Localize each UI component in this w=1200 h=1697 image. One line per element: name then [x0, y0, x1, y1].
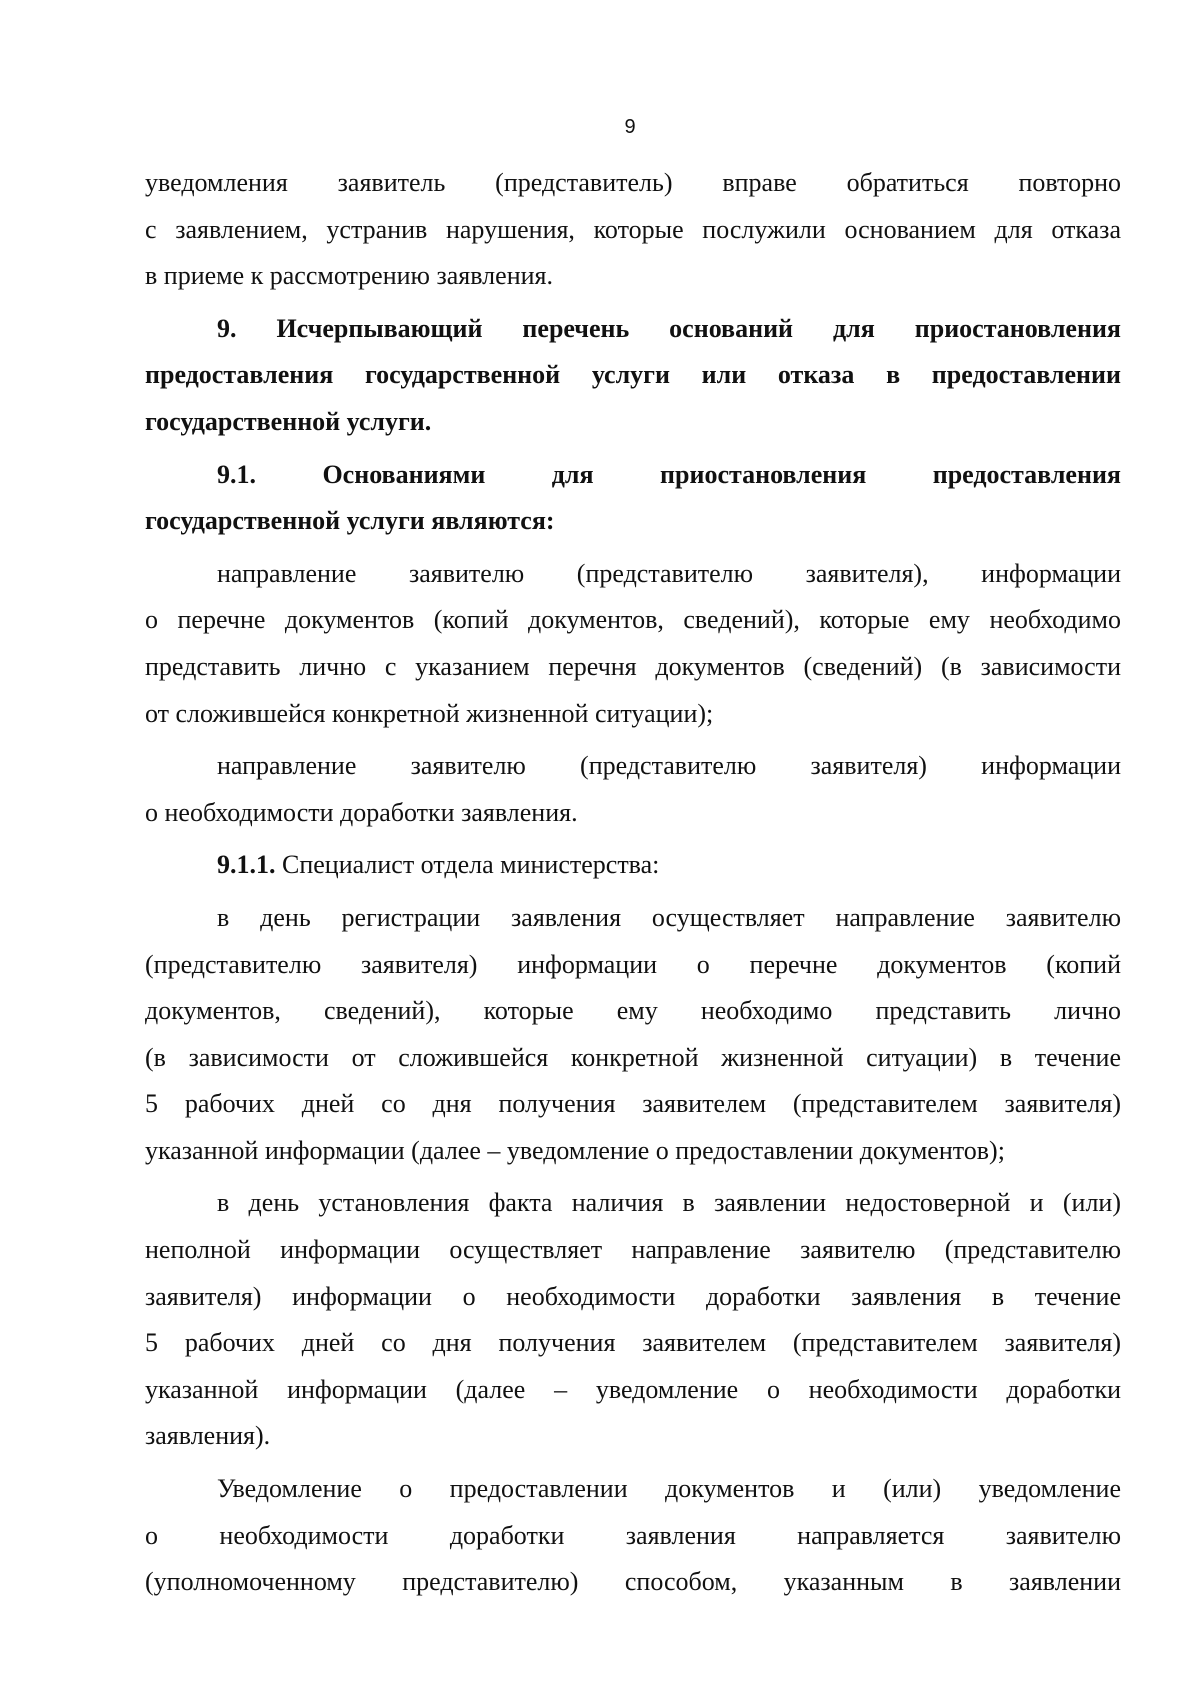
- text-line: (уполномоченному представителю) способом, указанным в заявлении: [145, 1567, 1121, 1597]
- text-line: от сложившейся конкретной жизненной ситуации);: [145, 698, 714, 728]
- text-line: указанной информации (далее – уведомление о предоставлении документов);: [145, 1135, 1005, 1165]
- text-line: направление заявителю (представителю заявителя), информации: [217, 558, 1121, 588]
- paragraph-revision-needed: [145, 743, 1121, 836]
- clause-number: 9.1.1.: [217, 850, 276, 880]
- text-line: заявителя) информации о необходимости доработки заявления в течение: [145, 1281, 1121, 1311]
- text-line: о необходимости доработки заявления направляется заявителю: [145, 1520, 1121, 1550]
- text-line: 5 рабочих дней со дня получения заявителем (представителем заявителя): [145, 1089, 1121, 1119]
- text-line: указанной информации (далее – уведомление о необходимости доработки: [145, 1374, 1121, 1404]
- text-line: заявления).: [145, 1421, 271, 1451]
- page-number: 9: [624, 116, 636, 138]
- text-line: 5 рабочих дней со дня получения заявителем (представителем заявителя): [145, 1328, 1121, 1358]
- text-line: Уведомление о предоставлении документов и (или) уведомление: [217, 1474, 1121, 1504]
- text-line: о перечне документов (копий документов, сведений), которые ему необходимо: [145, 605, 1121, 635]
- text-line: в день регистрации заявления осуществляет направление заявителю: [217, 902, 1121, 932]
- text-line: в приеме к рассмотрению заявления.: [145, 261, 553, 291]
- text-line: уведомления заявитель (представитель) вправе обратиться повторно: [145, 168, 1121, 197]
- text-line: представить лично с указанием перечня документов (сведений) (в зависимости: [145, 651, 1121, 681]
- text-line: (представителю заявителя) информации о перечне документов (копий: [145, 949, 1121, 979]
- paragraph-documents-list: [145, 551, 1121, 737]
- text-line: с заявлением, устранив нарушения, которые послужили основанием для отказа: [145, 214, 1121, 244]
- paragraph-resubmission: [145, 160, 1121, 300]
- text-line: о необходимости доработки заявления.: [145, 797, 578, 827]
- text-line: 9. Исчерпывающий перечень оснований для приостановления: [217, 313, 1121, 343]
- section-heading-9: [145, 306, 1121, 446]
- text-line: направление заявителю (представителю заявителя) информации: [217, 751, 1121, 781]
- paragraph-incomplete-info: [145, 1180, 1121, 1460]
- section-heading-9-1: [145, 452, 1121, 545]
- document-body: [145, 160, 1121, 1612]
- text-line: в день установления факта наличия в заявлении недостоверной и (или): [217, 1188, 1121, 1218]
- text-line: предоставления государственной услуги или отказа в предоставлении: [145, 360, 1121, 390]
- text-line: [145, 842, 1121, 889]
- text-line: государственной услуги.: [145, 406, 432, 436]
- clause-text: Специалист отдела министерства:: [275, 850, 660, 880]
- paragraph-9-1-1: [145, 842, 1121, 889]
- text-line: документов, сведений), которые ему необходимо представить лично: [145, 996, 1121, 1026]
- text-line: неполной информации осуществляет направление заявителю (представителю: [145, 1235, 1121, 1265]
- text-line: 9.1. Основаниями для приостановления предоставления: [217, 459, 1121, 489]
- paragraph-notification-method: [145, 1466, 1121, 1606]
- text-line: государственной услуги являются:: [145, 506, 555, 536]
- paragraph-registration-day: [145, 895, 1121, 1175]
- text-line: (в зависимости от сложившейся конкретной жизненной ситуации) в течение: [145, 1042, 1121, 1072]
